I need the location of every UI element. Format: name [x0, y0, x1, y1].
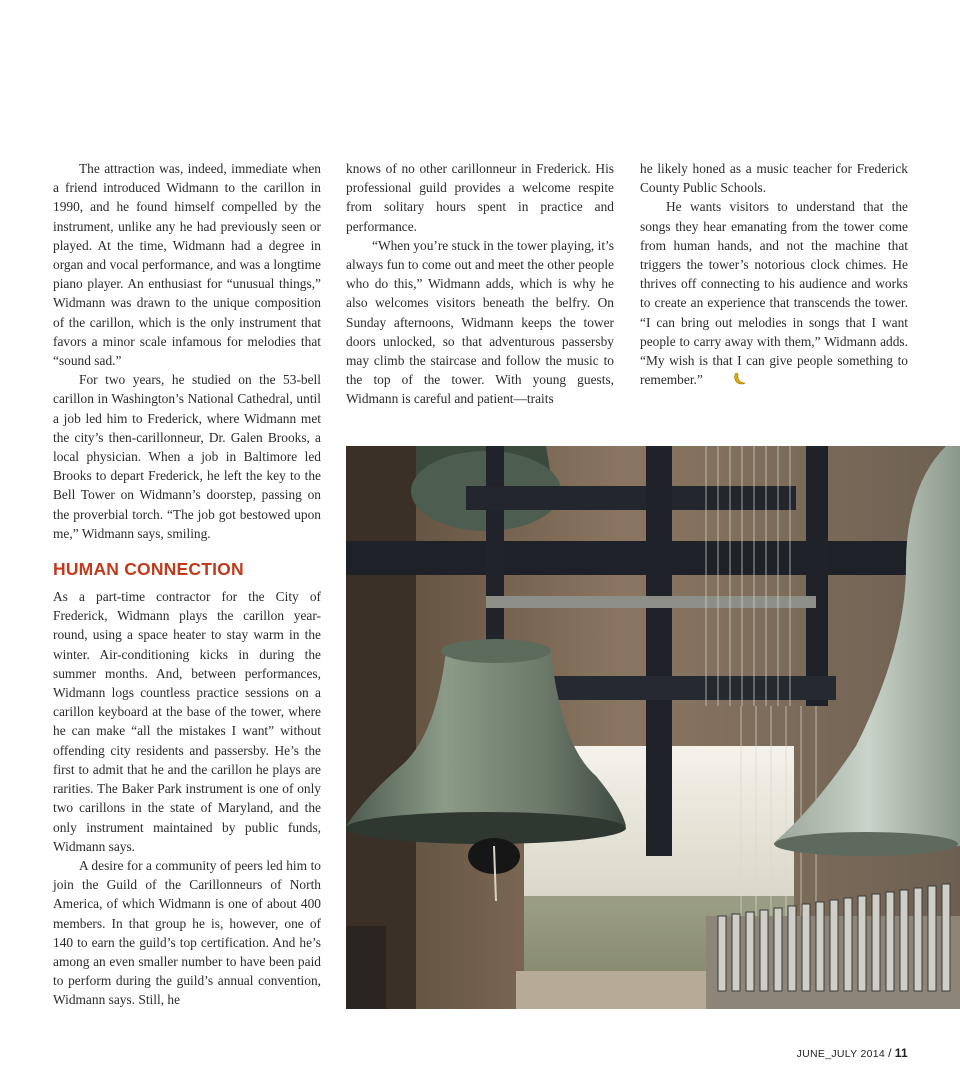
article-column-2	[346, 159, 614, 409]
bell-tower-photo	[346, 446, 960, 1009]
paragraph-text: He wants visitors to understand that the songs they hear emanating from the tower come from human hands, and not the machine that triggers the tower’s notorious clock chimes. He thrives off connecting to his audience and works to create an experience that transcends the tower. “I can bring out melodies in songs that I want people to carry away with them,” Widmann adds. “My wish is that I can give people something to remember.”	[640, 199, 908, 388]
section-subhead: HUMAN CONNECTION	[53, 559, 244, 580]
article-column-1	[53, 159, 321, 1010]
paragraph: “When you’re stuck in the tower playing, it’s always fun to come out and meet the other people who do this,” Widmann adds, which is why he also welcomes visitors beneath the belfry. On Sunday afternoons, Widmann keeps the tower doors unlocked, so that adventurous passersby may climb the staircase and follow the music to the top of the tower. With young guests, Widmann is careful and patient—traits	[346, 237, 614, 407]
crescent-moon-icon	[706, 372, 720, 386]
paragraph: he likely honed as a music teacher for Frederick County Public Schools.	[640, 161, 908, 196]
paragraph: As a part-time contractor for the City of Frederick, Widmann plays the carillon year-round, using a space heater to stay warm in the winter. Air-conditioning kicks in during the summer months. And, between performances, Widmann logs countless practice sessions on a carillon keyboard at the base of the tower, where he can make “all the mistakes I want” without offending city residents and passersby. He’s the first to admit that he and the carillon he plays are rarities. The Baker Park instrument is one of only two carillons in the state of Maryland, and the only instrument maintained by public funds, Widmann says.	[53, 589, 321, 854]
paragraph: knows of no other carillonneur in Frederick. His professional guild provides a welcome respite from solitary hours spent in practice and performance.	[346, 161, 614, 234]
page-number: 11	[894, 1046, 908, 1060]
paragraph	[640, 197, 908, 389]
paragraph: For two years, he studied on the 53-bell carillon in Washington’s National Cathedral, until a job led him to Frederick, where Widmann met the city’s then-carillonneur, Dr. Galen Brooks, a local physician. When a job in Baltimore led Brooks to depart Frederick, he left the key to the Bell Tower on Widmann’s doorstep, passing on the proverbial torch. “The job got bestowed upon me,” Widmann says, smiling.	[53, 372, 321, 541]
folio-separator: /	[888, 1046, 892, 1060]
article-column-3	[640, 159, 908, 389]
page-folio	[797, 1046, 908, 1060]
paragraph: The attraction was, indeed, immediate when a friend introduced Widmann to the carillon in 1990, and he found himself compelled by the instrument, unlike any he had previously seen or played. At the time, Widmann had a degree in organ and vocal performance, and was a longtime piano player. An enthusiast for “unusual things,” Widmann was drawn to the unique composition of the carillon, which is the only instrument that favors a minor scale infamous for melodies that “sound sad.”	[53, 161, 321, 369]
issue-date: JUNE_JULY 2014	[796, 1048, 886, 1060]
paragraph: A desire for a community of peers led him to join the Guild of the Carillonneurs of North America, of which Widmann is one of about 400 members. In that group he is, however, one of 140 to earn the guild’s top certification. And he’s among an even smaller number to have been paid to perform during the guild’s annual convention, Widmann says. Still, he	[53, 857, 321, 1008]
